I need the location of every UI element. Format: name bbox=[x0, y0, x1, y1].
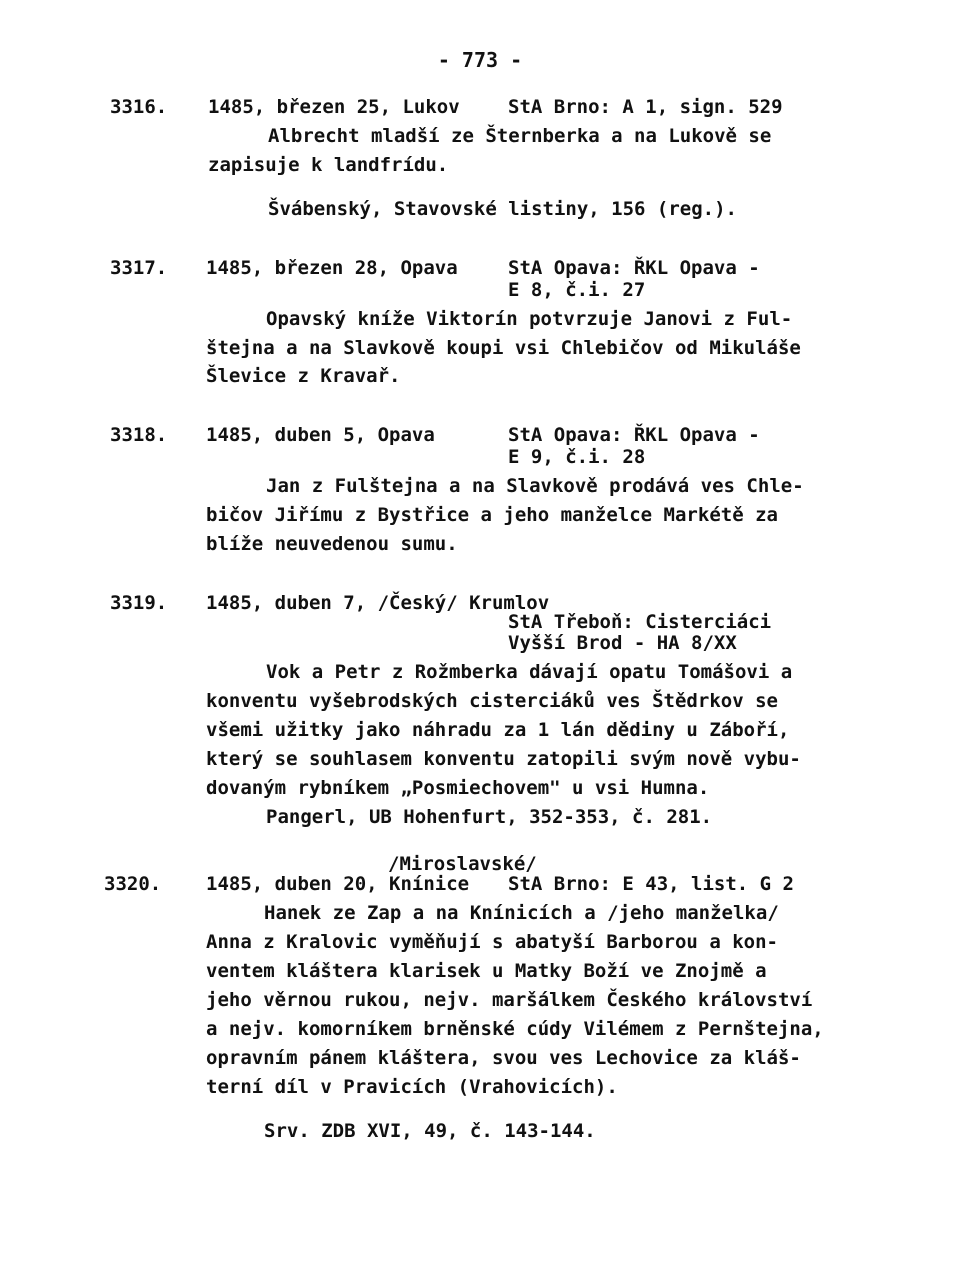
text-line: Anna z Kralovic vyměňují s abatyší Barborou a kon- bbox=[206, 931, 778, 953]
text-line: všemi užitky jako náhradu za 1 lán dědiny u Záboří, bbox=[206, 719, 790, 741]
reference: Švábenský, Stavovské listiny, 156 (reg.). bbox=[268, 198, 737, 220]
text-line: blíže neuvedenou sumu. bbox=[206, 533, 458, 555]
entry-number: 3317. bbox=[110, 257, 168, 279]
archive-line: StA Brno: A 1, sign. 529 bbox=[508, 96, 783, 118]
text-line: opravním pánem kláštera, svou ves Lechovice za kláš- bbox=[206, 1047, 801, 1069]
archive-line: E 9, č.i. 28 bbox=[508, 446, 646, 468]
header-note: /Miroslavské/ bbox=[388, 853, 537, 875]
entry-header: 1485, duben 20, Knínice bbox=[206, 873, 470, 895]
text-line: Albrecht mladší ze Šternberka a na Lukově se bbox=[268, 125, 772, 147]
text-line: který se souhlasem konventu zatopili svým nově vybu- bbox=[206, 748, 801, 770]
archive-line: StA Opava: ŘKL Opava - bbox=[508, 424, 760, 446]
archive-line: E 8, č.i. 27 bbox=[508, 279, 646, 301]
text-line: jeho věrnou rukou, nejv. maršálkem Českého království bbox=[206, 989, 813, 1011]
text-line: a nejv. komorníkem brněnské cúdy Vilémem z Pernštejna, bbox=[206, 1018, 824, 1040]
text-line: Šlevice z Kravař. bbox=[206, 365, 401, 387]
entry-header: 1485, duben 5, Opava bbox=[206, 424, 435, 446]
text-line: ventem kláštera klarisek u Matky Boží ve Znojmě a bbox=[206, 960, 767, 982]
entry-number: 3320. bbox=[104, 873, 162, 895]
text-line: Vok a Petr z Rožmberka dávají opatu Tomášovi a bbox=[266, 661, 793, 683]
text-line: terní díl v Pravicích (Vrahovicích). bbox=[206, 1076, 618, 1098]
entry-header: 1485, březen 25, Lukov bbox=[208, 96, 460, 118]
text-line: Hanek ze Zap a na Knínicích a /jeho manželka/ bbox=[264, 902, 779, 924]
reference: Srv. ZDB XVI, 49, č. 143-144. bbox=[264, 1120, 596, 1142]
entry-number: 3318. bbox=[110, 424, 168, 446]
text-line: Jan z Fulštejna a na Slavkově prodává ves Chle- bbox=[266, 475, 804, 497]
reference: Pangerl, UB Hohenfurt, 352-353, č. 281. bbox=[266, 806, 713, 828]
entry-number: 3316. bbox=[110, 96, 168, 118]
text-line: zapisuje k landfrídu. bbox=[208, 154, 449, 176]
entry-header: 1485, březen 28, Opava bbox=[206, 257, 458, 279]
archive-line: StA Opava: ŘKL Opava - bbox=[508, 257, 760, 279]
text-line: dovaným rybníkem „Posmiechovem" u vsi Humna. bbox=[206, 777, 710, 799]
page-number: - 773 - bbox=[437, 48, 523, 72]
text-line: konventu vyšebrodských cisterciáků ves Štědrkov se bbox=[206, 690, 778, 712]
entry-number: 3319. bbox=[110, 592, 168, 614]
text-line: štejna a na Slavkově koupi vsi Chlebičov od Mikuláše bbox=[206, 337, 801, 359]
entry-header: 1485, duben 7, /Český/ Krumlov bbox=[206, 592, 550, 614]
archive-line: StA Brno: E 43, list. G 2 bbox=[508, 873, 794, 895]
text-line: bičov Jiřímu z Bystřice a jeho manželce Markétě za bbox=[206, 504, 778, 526]
archive-line: Vyšší Brod - HA 8/XX bbox=[508, 632, 737, 654]
text-line: Opavský kníže Viktorín potvrzuje Janovi z Ful- bbox=[266, 308, 793, 330]
archive-line: StA Třeboň: Cisterciáci bbox=[508, 611, 772, 633]
